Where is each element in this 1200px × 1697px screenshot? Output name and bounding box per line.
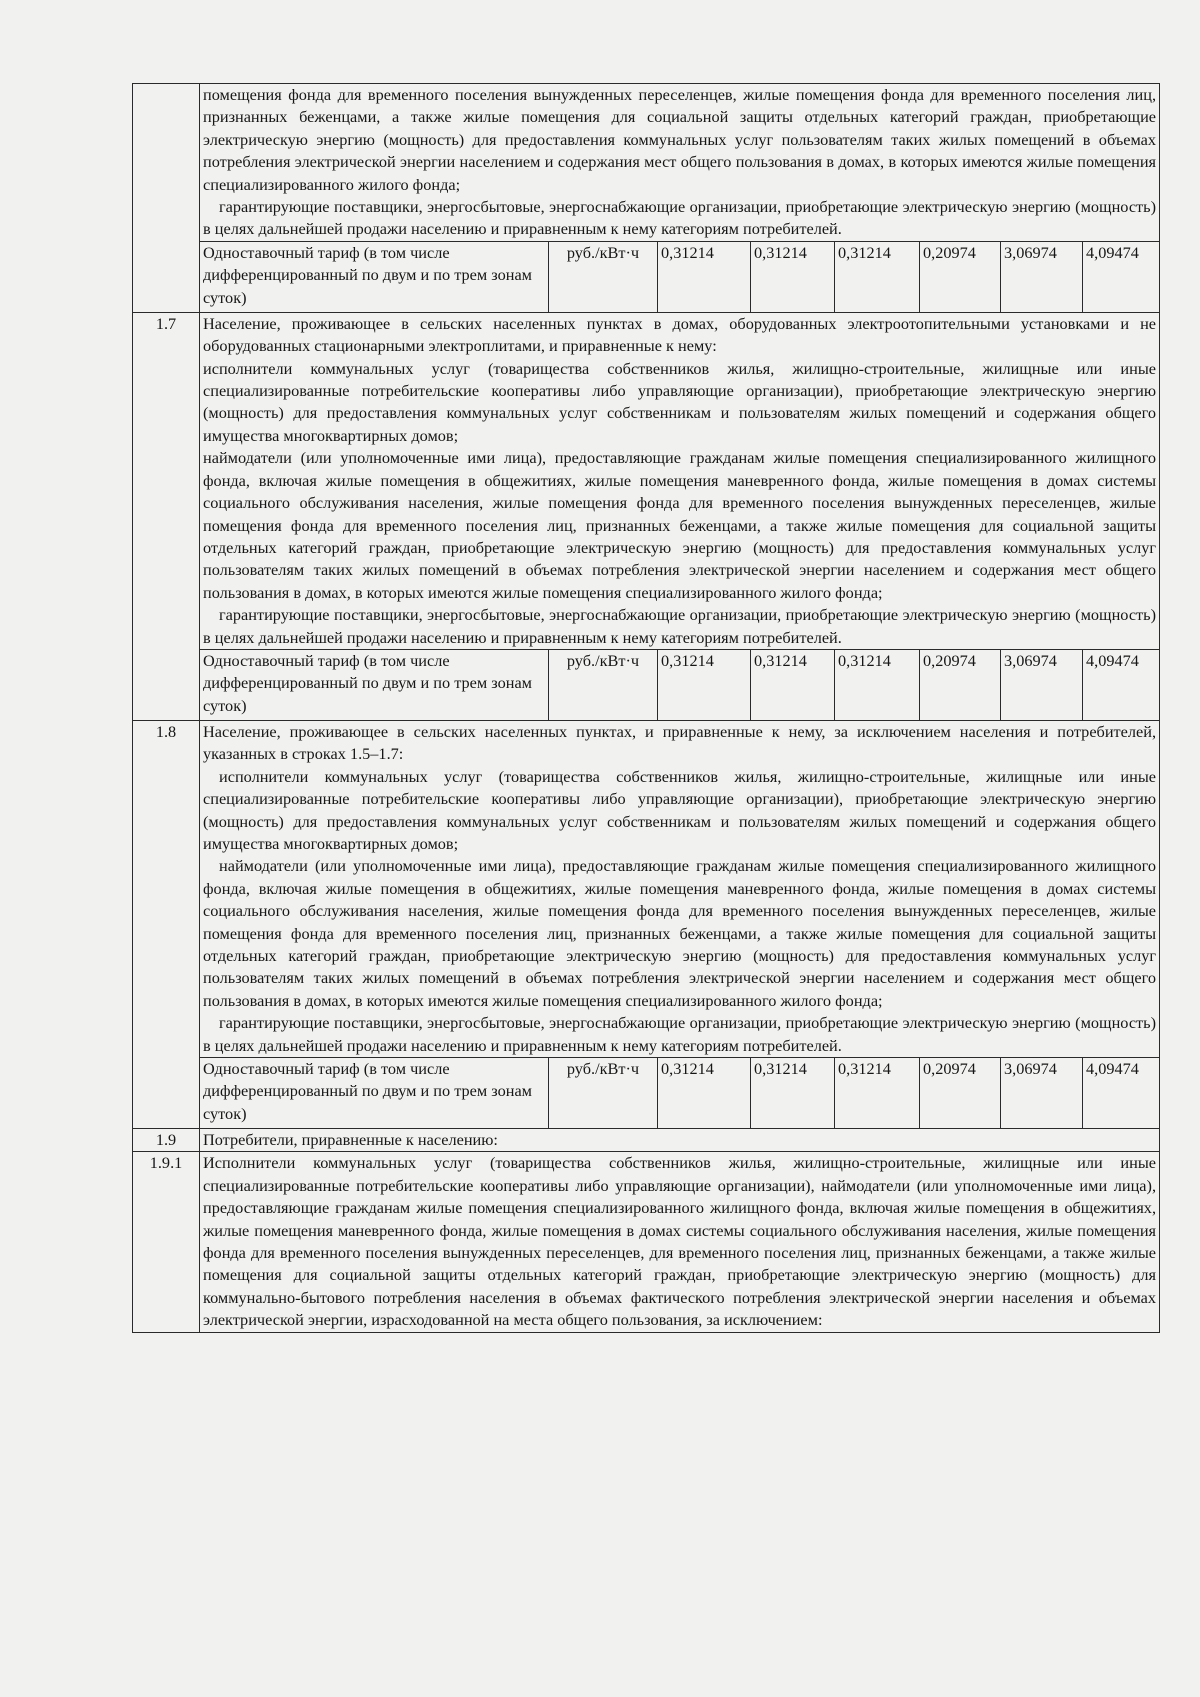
description-paragraph: помещения фонда для временного поселения вынужденных переселенцев, жилые помещения фонда для временного поселения лиц, признанных беженцами, а также жилые помещения для социальной защиты отдельных категорий граждан, приобретающие электрическую энергию (мощность) для предоставления коммунальных услуг пользователям таких жилых помещений в объемах потребления электрической энергии населением и содержания мест общего пользования в домах, в которых имеются жилые помещения специализированного жилого фонда;: [203, 85, 1157, 194]
description-paragraph: Исполнители коммунальных услуг (товарищества собственников жилья, жилищно-строительные, жилищные или иные специализированные потребительские кооперативы либо управляющие организации), наймодатели (или уполномоченные ими лица), предоставляющие гражданам жилые помещения специализированного жилищного фонда, включая жилые помещения в общежитиях, жилые помещения маневренного фонда, жилые помещения в домах системы социального обслуживания населения, жилые помещения фонда для временного поселения вынужденных переселенцев, для временного поселения лиц, признанных беженцами, а также жилые помещения для социальной защиты отдельных категорий граждан, приобретающие электрическую энергию (мощность) для коммунально-бытового потребления населения в объемах фактического потребления электрической энергии населения и объемах электрической энергии, израсходованной на места общего пользования, за исключением:: [203, 1153, 1157, 1330]
table-row: [133, 312, 1160, 649]
row-description: [200, 312, 1160, 649]
tariff-value: 0,31214: [658, 1058, 751, 1129]
tariff-value: 0,20974: [920, 649, 1001, 720]
row-number: 1.7: [133, 312, 200, 720]
tariff-value: 0,31214: [658, 649, 751, 720]
tariff-value: 4,09474: [1083, 241, 1160, 312]
tariff-value: 0,20974: [920, 1058, 1001, 1129]
description-paragraph: исполнители коммунальных услуг (товарищества собственников жилья, жилищно-строительные, жилищные или иные специализированные потребительские кооперативы либо управляющие организации), приобретающие электрическую энергию (мощность) для предоставления коммунальных услуг собственникам и пользователям жилых помещений и содержания общего имущества многоквартирных домов;: [203, 766, 1157, 853]
description-paragraph: Потребители, приравненные к населению:: [203, 1130, 498, 1150]
row-number: [133, 84, 200, 313]
tariff-table: [132, 83, 1160, 1333]
table-row: [133, 84, 1160, 242]
tariff-unit: руб./кВт·ч: [549, 1058, 658, 1129]
tariff-value: 4,09474: [1083, 649, 1160, 720]
tariff-value: 0,31214: [835, 241, 920, 312]
description-paragraph: Население, проживающее в сельских населенных пунктах, и приравненные к нему, за исключением населения и потребителей, указанных в строках 1.5–1.7:: [203, 721, 1157, 764]
tariff-value: 0,31214: [835, 1058, 920, 1129]
row-description: [200, 84, 1160, 242]
description-paragraph: гарантирующие поставщики, энергосбытовые, энергоснабжающие организации, приобретающие электрическую энергию (мощность) в целях дальнейшей продажи населению и приравненным к нему категориям потребителей.: [203, 1013, 1157, 1055]
row-number: 1.9: [133, 1129, 200, 1152]
tariff-label: Одноставочный тариф (в том числе дифференцированный по двум и по трем зонам суток): [200, 241, 549, 312]
tariff-value: 0,31214: [835, 649, 920, 720]
row-description: [200, 1152, 1160, 1332]
row-description: [200, 720, 1160, 1057]
table-row: [133, 1129, 1160, 1152]
tariff-label: Одноставочный тариф (в том числе дифференцированный по двум и по трем зонам суток): [200, 1058, 549, 1129]
row-number: 1.9.1: [133, 1152, 200, 1332]
row-description: [200, 1129, 1160, 1152]
tariff-row: [133, 1058, 1160, 1129]
description-paragraph: наймодатели (или уполномоченные ими лица), предоставляющие гражданам жилые помещения специализированного жилищного фонда, включая жилые помещения в общежитиях, жилые помещения маневренного фонда, жилые помещения в домах системы социального обслуживания населения, жилые помещения фонда для временного поселения вынужденных переселенцев, жилые помещения фонда для временного поселения лиц, признанных беженцами, а также жилые помещения для социальной защиты отдельных категорий граждан, приобретающие электрическую энергию (мощность) для предоставления коммунальных услуг пользователям таких жилых помещений в объемах потребления электрической энергии населением и содержания мест общего пользования в домах, в которых имеются жилые помещения специализированного жилого фонда;: [203, 448, 1157, 602]
description-paragraph: Население, проживающее в сельских населенных пунктах в домах, оборудованных электроотопительными установками и не оборудованных стационарными электроплитами, и приравненные к нему:: [203, 313, 1157, 356]
tariff-value: 4,09474: [1083, 1058, 1160, 1129]
tariff-value: 3,06974: [1001, 241, 1083, 312]
description-paragraph: гарантирующие поставщики, энергосбытовые, энергоснабжающие организации, приобретающие электрическую энергию (мощность) в целях дальнейшей продажи населению и приравненным к нему категориям потребителей.: [203, 605, 1157, 647]
description-paragraph: исполнители коммунальных услуг (товарищества собственников жилья, жилищно-строительные, жилищные или иные специализированные потребительские кооперативы либо управляющие организации), приобретающие электрическую энергию (мощность) для предоставления коммунальных услуг собственникам и пользователям жилых помещений и содержания общего имущества многоквартирных домов;: [203, 358, 1157, 445]
tariff-value: 0,20974: [920, 241, 1001, 312]
tariff-value: 0,31214: [658, 241, 751, 312]
tariff-value: 0,31214: [751, 1058, 835, 1129]
row-number: 1.8: [133, 720, 200, 1128]
tariff-value: 3,06974: [1001, 649, 1083, 720]
tariff-value: 0,31214: [751, 649, 835, 720]
tariff-unit: руб./кВт·ч: [549, 649, 658, 720]
table-row: [133, 720, 1160, 1057]
tariff-label: Одноставочный тариф (в том числе дифференцированный по двум и по трем зонам суток): [200, 649, 549, 720]
description-paragraph: наймодатели (или уполномоченные ими лица), предоставляющие гражданам жилые помещения специализированного жилищного фонда, включая жилые помещения в общежитиях, жилые помещения маневренного фонда, жилые помещения в домах системы социального обслуживания населения, жилые помещения фонда для временного поселения вынужденных переселенцев, жилые помещения фонда для временного поселения лиц, признанных беженцами, а также жилые помещения для социальной защиты отдельных категорий граждан, приобретающие электрическую энергию (мощность) для предоставления коммунальных услуг пользователям таких жилых помещений в объемах потребления электрической энергии населением и содержания мест общего пользования в домах, в которых имеются жилые помещения специализированного жилого фонда;: [203, 856, 1157, 1010]
table-row: [133, 1152, 1160, 1332]
tariff-value: 3,06974: [1001, 1058, 1083, 1129]
tariff-unit: руб./кВт·ч: [549, 241, 658, 312]
tariff-value: 0,31214: [751, 241, 835, 312]
tariff-row: [133, 241, 1160, 312]
tariff-row: [133, 649, 1160, 720]
description-paragraph: гарантирующие поставщики, энергосбытовые, энергоснабжающие организации, приобретающие электрическую энергию (мощность) в целях дальнейшей продажи населению и приравненным к нему категориям потребителей.: [203, 197, 1157, 239]
